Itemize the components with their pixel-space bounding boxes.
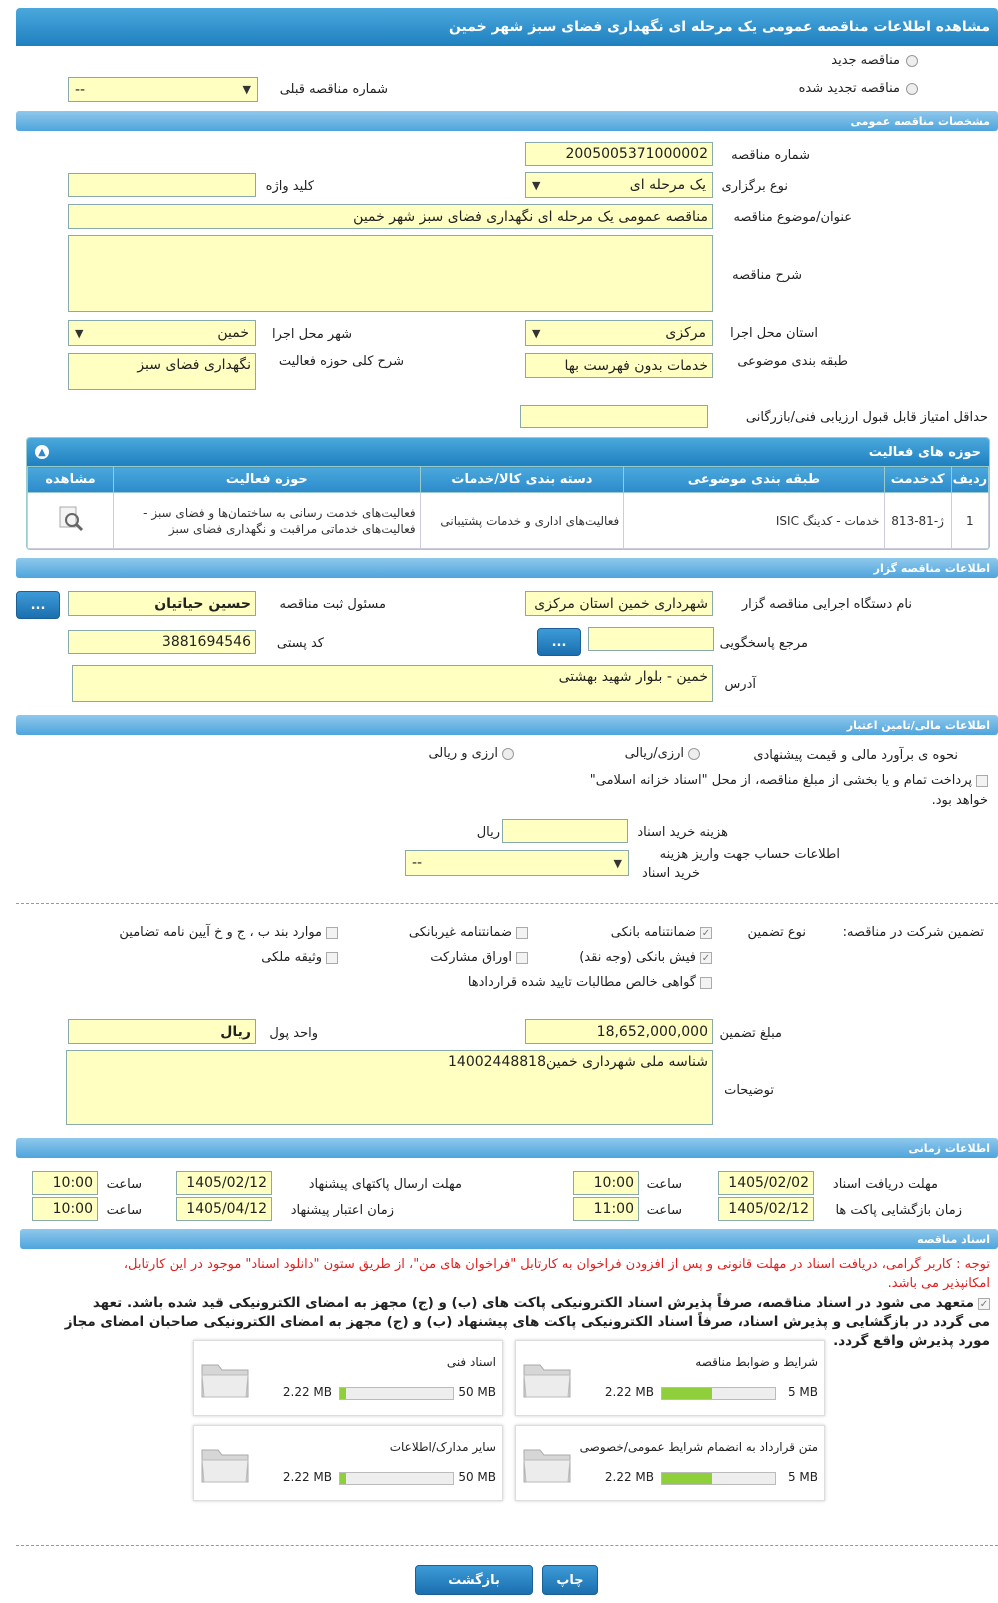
activity-col-header: ردیف <box>951 467 988 493</box>
table-cell: فعالیت‌های اداری و خدمات پشتیبانی <box>420 493 624 549</box>
section-time <box>16 1138 998 1158</box>
notice-text <box>30 1255 990 1293</box>
g-check-checkbox[interactable]: ✓ <box>701 952 711 964</box>
radio-estimate-1[interactable] <box>688 748 700 760</box>
radio-new[interactable] <box>906 55 918 67</box>
treasury-text: پرداخت تمام و یا بخشی از مبلغ مناقصه، از محل "اسناد خزانه اسلامی" <box>589 773 972 788</box>
section-general-title: مشخصات مناقصه عمومی <box>850 114 990 128</box>
treasury-text-2: خواهد بود. <box>931 793 988 808</box>
account-value: -- <box>412 855 423 871</box>
responsible-value: حسین حیاتیان <box>154 595 251 612</box>
address-label: آدرس <box>724 677 756 692</box>
g-nonbank-option[interactable] <box>409 925 528 940</box>
estimate-option-1[interactable] <box>625 746 700 761</box>
page-title: مشاهده اطلاعات مناقصه عمومی یک مرحله ای نگهداری فضای سبز شهر خمین <box>448 19 990 35</box>
print-label: چاپ <box>556 1572 584 1588</box>
activity-col-header: دسته بندی کالا/خدمات <box>420 467 624 493</box>
hour-label: ساعت <box>646 1177 682 1192</box>
g-bonds-option[interactable] <box>430 950 528 965</box>
t-send-time-value: 10:00 <box>52 1175 93 1191</box>
address-value: خمین - بلوار شهید بهشتی <box>558 669 708 685</box>
hour-label: ساعت <box>106 1177 142 1192</box>
doc-fee-unit: ریال <box>476 825 500 840</box>
holding-type-select[interactable] <box>525 172 713 198</box>
doc-card-title: سایر مدارک/اطلاعات <box>389 1440 496 1454</box>
amount-value: 18,652,000,000 <box>596 1023 708 1040</box>
subject-value: مناقصه عمومی یک مرحله ای نگهداری فضای سبز شهر خمین <box>353 208 708 225</box>
doc-card-max: 50 MB <box>458 1470 496 1484</box>
holding-type-value: یک مرحله ای <box>629 177 706 193</box>
amount-label: مبلغ تضمین <box>719 1026 782 1041</box>
section-time-title: اطلاعات زمانی <box>908 1141 990 1155</box>
doc-card-max: 50 MB <box>458 1385 496 1399</box>
address-field[interactable] <box>72 665 713 702</box>
g-property-label: وثیقه ملکی <box>261 950 322 965</box>
estimate-option-1-label: ارزی/ریالی <box>624 746 684 761</box>
guarantee-type-label: نوع تضمین <box>747 925 806 940</box>
tender-number-field[interactable] <box>525 142 713 166</box>
radio-new-tender[interactable] <box>831 53 918 68</box>
subject-label: عنوان/موضوع مناقصه <box>733 210 852 225</box>
chevron-down-icon: ▼ <box>75 326 84 340</box>
g-check-option[interactable] <box>579 950 712 965</box>
notes-label: توضیحات <box>724 1083 774 1098</box>
doc-card-title: متن قرارداد به انضمام شرایط عمومی/خصوصی <box>579 1440 818 1454</box>
g-bank-label: ضمانتنامه بانکی <box>610 925 696 940</box>
doc-card-max: 5 MB <box>787 1470 818 1484</box>
g-clauses-option[interactable] <box>119 925 338 940</box>
doc-card-size: 2.22 MB <box>604 1470 654 1484</box>
table-cell: 1 <box>951 493 988 549</box>
estimate-label: نحوه ی برآورد مالی و قیمت پیشنهادی <box>753 748 958 763</box>
chevron-down-icon: ▼ <box>613 856 622 870</box>
hour-label: ساعت <box>646 1203 682 1218</box>
section-financial <box>16 715 998 735</box>
table-cell: فعالیت‌های خدمت رسانی به ساختمان‌ها و فضای سبز - فعالیت‌های خدماتی مراقبت و نگهداری فضای سبز <box>114 493 421 549</box>
section-general <box>16 111 998 131</box>
g-cert-checkbox[interactable] <box>700 977 712 989</box>
prev-number-select[interactable] <box>68 77 258 102</box>
reference-label: مرجع پاسخگویی <box>719 636 808 651</box>
t-open-time-value: 11:00 <box>593 1201 634 1217</box>
category-field[interactable] <box>525 353 713 378</box>
org-name-field[interactable] <box>525 591 713 616</box>
t-valid-date-value: 1405/04/12 <box>186 1201 267 1217</box>
activity-col-header: مشاهده <box>28 467 114 493</box>
category-value: خدمات بدون فهرست بها <box>564 357 708 374</box>
subject-field[interactable] <box>68 204 713 229</box>
folder-icon <box>522 1442 572 1484</box>
radio-estimate-2[interactable] <box>502 748 514 760</box>
doc-card-progress-fill <box>340 1388 346 1399</box>
t-receive-time-value: 10:00 <box>593 1175 634 1191</box>
g-clauses-label: موارد بند ب ، ج و خ آیین نامه تضامین <box>119 925 322 940</box>
min-score-label: حداقل امتیاز قابل قبول ارزیابی فنی/بازرگانی <box>745 410 988 425</box>
doc-card-progress-fill <box>340 1473 346 1484</box>
commitment-checkbox[interactable]: ✓ <box>979 1298 989 1310</box>
currency-label: واحد پول <box>269 1026 318 1041</box>
collapse-icon[interactable]: ▲ <box>35 445 49 459</box>
chevron-down-icon: ▼ <box>532 178 541 192</box>
account-label-2: خرید اسناد <box>642 866 700 881</box>
g-nonbank-checkbox[interactable] <box>516 927 528 939</box>
divider <box>16 903 998 904</box>
reference-more-button[interactable] <box>537 628 581 656</box>
doc-card-progress <box>661 1387 776 1400</box>
responsible-more-button[interactable] <box>16 591 60 619</box>
min-score-input[interactable] <box>520 405 708 428</box>
notice-line-1: توجه : کاربر گرامی، دریافت اسناد در مهلت قانونی و پس از افزودن فراخوان به کارتابل "فراخوان های من"، از طریق ستون "دانلود اسناد" موجود در این کارتابل، <box>123 1257 990 1272</box>
doc-fee-label: هزینه خرید اسناد <box>637 825 728 840</box>
print-button[interactable] <box>542 1565 598 1595</box>
activity-table <box>27 466 989 549</box>
prev-number-label: شماره مناقصه قبلی <box>279 82 388 97</box>
doc-card[interactable] <box>193 1425 503 1501</box>
t-send-time[interactable] <box>32 1171 98 1195</box>
section-financial-title: اطلاعات مالی/تامین اعتبار <box>846 718 990 732</box>
doc-card-progress-fill <box>662 1388 712 1399</box>
city-value: خمین <box>217 325 249 341</box>
radio-renewed-tender[interactable] <box>799 81 918 96</box>
keyword-input[interactable] <box>68 173 256 197</box>
estimate-option-2[interactable] <box>428 746 514 761</box>
g-property-checkbox[interactable] <box>326 952 338 964</box>
dots-label: ... <box>30 597 46 613</box>
g-property-option[interactable] <box>261 950 338 965</box>
treasury-checkbox-row[interactable] <box>590 773 988 788</box>
folder-icon <box>200 1442 250 1484</box>
t-send-date-value: 1405/02/12 <box>186 1175 267 1191</box>
postal-label: کد پستی <box>276 636 324 651</box>
page-header <box>16 8 998 46</box>
g-bonds-checkbox[interactable] <box>516 952 528 964</box>
activity-desc-value: نگهداری فضای سبز <box>137 357 251 373</box>
city-label: شهر محل اجرا <box>272 327 352 342</box>
tender-number-value: 2005005371000002 <box>565 146 708 162</box>
hour-label: ساعت <box>106 1203 142 1218</box>
t-valid-time-value: 10:00 <box>52 1201 93 1217</box>
folder-icon <box>200 1357 250 1399</box>
doc-card-max: 5 MB <box>787 1385 818 1399</box>
activity-panel-title: حوزه های فعالیت <box>868 444 981 460</box>
divider <box>16 1545 998 1546</box>
prev-number-value: -- <box>75 81 86 98</box>
currency-field[interactable] <box>68 1019 256 1044</box>
t-open-label: زمان بازگشایی پاکت ها <box>835 1203 962 1218</box>
commit-line-2: می گردد در بازگشایی و پذیرش اسناد، صرفاً اسناد الکترونیکی پاکت های پیشنهاد (ب) و (ج) مجهز به امضای الکترونیکی صاحبان امضای مجاز <box>64 1314 990 1330</box>
amount-field[interactable] <box>525 1019 713 1044</box>
currency-value: ریال <box>220 1023 251 1040</box>
city-select[interactable] <box>68 320 256 346</box>
doc-card-size: 2.22 MB <box>282 1385 332 1399</box>
t-open-date[interactable] <box>718 1197 814 1221</box>
activity-panel <box>26 437 990 550</box>
tender-number-label: شماره مناقصه <box>731 148 810 163</box>
table-row <box>28 493 989 549</box>
doc-card[interactable] <box>193 1340 503 1416</box>
estimate-option-2-label: ارزی و ریالی <box>428 746 498 761</box>
responsible-field[interactable] <box>68 591 256 616</box>
chevron-down-icon: ▼ <box>532 326 541 340</box>
g-bank-checkbox[interactable]: ✓ <box>701 927 711 939</box>
section-organizer <box>16 558 998 578</box>
doc-card-size: 2.22 MB <box>604 1385 654 1399</box>
responsible-label: مسئول ثبت مناقصه <box>279 597 386 612</box>
keyword-label: کلید واژه <box>265 179 314 194</box>
g-clauses-checkbox[interactable] <box>326 927 338 939</box>
org-name-value: شهرداری خمین استان مرکزی <box>534 595 708 612</box>
t-receive-label: مهلت دریافت اسناد <box>832 1177 938 1192</box>
description-label: شرح مناقصه <box>732 268 802 283</box>
province-value: مرکزی <box>665 325 706 341</box>
t-send-label: مهلت ارسال پاکتهای پیشنهاد <box>308 1177 462 1192</box>
category-label: طبقه بندی موضوعی <box>737 354 848 369</box>
doc-card-progress-fill <box>662 1473 712 1484</box>
doc-card-progress <box>339 1472 454 1485</box>
guarantee-label: تضمین شرکت در مناقصه: <box>842 925 984 940</box>
description-textarea[interactable] <box>68 235 713 312</box>
doc-card-size: 2.22 MB <box>282 1470 332 1484</box>
radio-renewed-label: مناقصه تجدید شده <box>798 81 900 96</box>
t-receive-time[interactable] <box>573 1171 639 1195</box>
section-organizer-title: اطلاعات مناقصه گزار <box>873 561 990 575</box>
magnifier-icon[interactable] <box>57 505 85 533</box>
reference-input[interactable] <box>588 627 714 651</box>
t-valid-time[interactable] <box>32 1197 98 1221</box>
notice-line-2: امکانپذیر می باشد. <box>887 1276 990 1291</box>
doc-card-progress <box>339 1387 454 1400</box>
section-docs-title: اسناد مناقصه <box>917 1232 990 1246</box>
t-receive-date-value: 1405/02/02 <box>728 1175 809 1191</box>
view-cell[interactable] <box>28 493 114 549</box>
notes-value: شناسه ملی شهرداری خمین14002448818 <box>448 1054 708 1070</box>
commit-line-1: متعهد می شود در اسناد مناقصه، صرفاً پذیرش اسناد الکترونیکی پاکت های (ب) و (ج) مجهز به امضای الکترونیکی قید شده باشد. تعهد <box>92 1295 974 1311</box>
g-bonds-label: اوراق مشارکت <box>430 950 512 965</box>
dots-label: ... <box>551 634 567 650</box>
table-cell: خدمات - کدینگ ISIC <box>624 493 884 549</box>
g-cert-option[interactable] <box>468 975 712 990</box>
doc-card-progress <box>661 1472 776 1485</box>
account-select[interactable] <box>405 850 629 876</box>
activity-desc-field[interactable] <box>68 353 256 390</box>
doc-card-title: شرایط و ضوابط مناقصه <box>695 1355 818 1369</box>
activity-col-header: طبقه بندی موضوعی <box>624 467 884 493</box>
activity-col-header: کدخدمت <box>884 467 951 493</box>
chevron-down-icon: ▼ <box>242 83 251 96</box>
back-button[interactable] <box>415 1565 533 1595</box>
t-send-date[interactable] <box>176 1171 272 1195</box>
t-valid-date[interactable] <box>176 1197 272 1221</box>
holding-type-label: نوع برگزاری <box>721 179 788 194</box>
t-valid-label: زمان اعتبار پیشنهاد <box>290 1203 394 1218</box>
back-label: بازگشت <box>448 1572 500 1588</box>
activity-panel-header <box>27 438 989 466</box>
postal-field[interactable] <box>68 630 256 654</box>
t-open-date-value: 1405/02/12 <box>728 1201 809 1217</box>
doc-fee-input[interactable] <box>502 819 628 843</box>
activity-col-header: حوزه فعالیت <box>114 467 421 493</box>
postal-value: 3881694546 <box>161 634 251 650</box>
g-nonbank-label: ضمانتنامه غیربانکی <box>408 925 512 940</box>
t-open-time[interactable] <box>573 1197 639 1221</box>
radio-new-label: مناقصه جدید <box>831 53 900 68</box>
commit-line-3: مورد پذیرش واقع گردد. <box>833 1333 990 1349</box>
org-name-label: نام دستگاه اجرایی مناقصه گزار <box>741 597 912 612</box>
radio-renewed[interactable] <box>906 83 918 95</box>
t-receive-date[interactable] <box>718 1171 814 1195</box>
g-bank-option[interactable] <box>611 925 712 940</box>
province-select[interactable] <box>525 320 713 346</box>
folder-icon <box>522 1357 572 1399</box>
doc-card-title: اسناد فنی <box>446 1355 496 1369</box>
account-label: اطلاعات حساب جهت واریز هزینه <box>659 847 840 862</box>
doc-card[interactable] <box>515 1425 825 1501</box>
province-label: استان محل اجرا <box>730 326 818 341</box>
g-check-label: فیش بانکی (وجه نقد) <box>579 950 696 965</box>
g-cert-label: گواهی خالص مطالبات تایید شده قراردادها <box>467 975 696 990</box>
table-cell: ژ-81-813 <box>884 493 951 549</box>
treasury-checkbox[interactable] <box>976 775 988 787</box>
doc-card[interactable] <box>515 1340 825 1416</box>
section-docs <box>20 1229 998 1249</box>
notes-textarea[interactable] <box>66 1050 713 1125</box>
activity-desc-label: شرح کلی حوزه فعالیت <box>278 354 404 369</box>
